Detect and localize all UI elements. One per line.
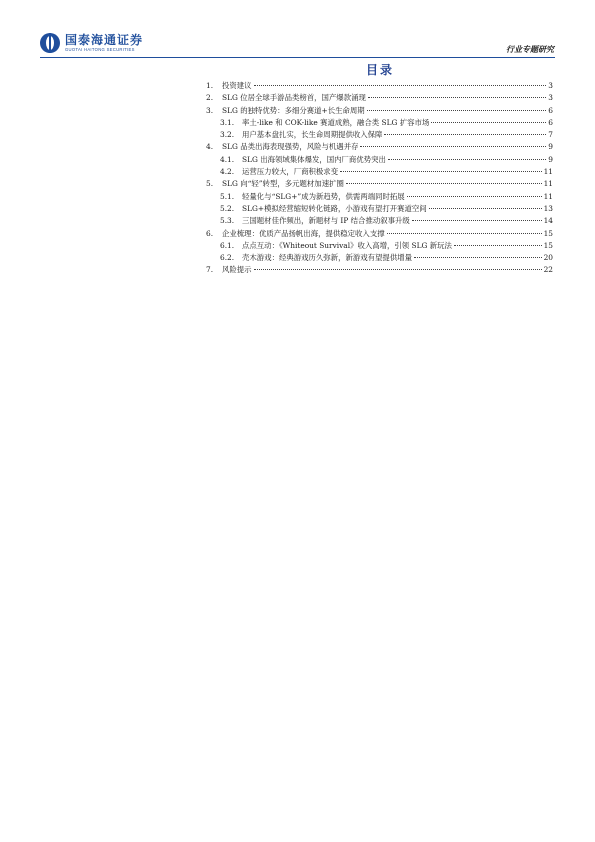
- toc-entry[interactable]: [203, 191, 553, 203]
- toc-entry-title: SLG 的独特优势：多细分赛道+长生命周期: [222, 105, 365, 115]
- toc-entry-number: 2.: [206, 93, 214, 103]
- toc-entry-number: 3.: [206, 105, 214, 115]
- toc-entry-title: SLG 向“轻”转型，多元题材加速扩圈: [222, 179, 344, 189]
- toc-entry-title: 轻量化与“SLG+”成为新趋势，供需两端同时拓展: [242, 191, 405, 201]
- toc-dot-leader: [367, 110, 547, 111]
- toc-entry-title: SLG 位居全球手游品类榜首，国产爆款涌现: [222, 93, 366, 103]
- toc-entry-page: 6: [548, 117, 553, 127]
- document-type-label: 行业专题研究: [506, 44, 554, 54]
- toc-entry-title: SLG 品类出海表现强势，风险与机遇并存: [222, 142, 359, 152]
- toc-entry-title: 企业梳理：优质产品扬帆出海，提供稳定收入支撑: [222, 228, 385, 238]
- toc-title: 目录: [365, 63, 394, 77]
- toc-entry-number: 5.2.: [220, 203, 235, 213]
- toc-entry[interactable]: [203, 240, 553, 252]
- toc-entry[interactable]: [203, 154, 553, 166]
- toc-entry[interactable]: [203, 178, 553, 190]
- toc-entry-number: 5.3.: [220, 216, 235, 226]
- toc-dot-leader: [254, 85, 547, 86]
- toc-dot-leader: [414, 257, 542, 258]
- toc-entry-page: 7: [548, 130, 553, 140]
- table-of-contents: [203, 80, 553, 277]
- logo-chinese-name: 国泰海通证券: [65, 33, 144, 47]
- toc-entry-number: 5.1.: [220, 191, 235, 201]
- toc-entry-title: 用户基本盘扎实，长生命周期提供收入保障: [242, 130, 383, 140]
- header-divider: [40, 57, 555, 58]
- logo-mark-icon: [40, 33, 60, 53]
- toc-entry[interactable]: [203, 92, 553, 104]
- toc-entry-number: 3.2.: [220, 130, 235, 140]
- toc-entry-number: 7.: [206, 265, 214, 275]
- toc-dot-leader: [429, 208, 542, 209]
- toc-dot-leader: [407, 196, 542, 197]
- toc-entry[interactable]: [203, 252, 553, 264]
- toc-dot-leader: [360, 146, 546, 147]
- toc-entry[interactable]: [203, 105, 553, 117]
- toc-entry[interactable]: [203, 228, 553, 240]
- toc-entry-page: 11: [543, 179, 553, 189]
- toc-entry-page: 6: [548, 105, 553, 115]
- toc-entry-title: 点点互动：《Whiteout Survival》收入高增，引领 SLG 新玩法: [242, 240, 452, 250]
- toc-entry-number: 6.2.: [220, 253, 235, 263]
- toc-entry-title: SLG 出海领域集体爆发，国内厂商优势突出: [242, 154, 386, 164]
- toc-entry-page: 22: [543, 265, 553, 275]
- toc-entry-page: 15: [543, 240, 553, 250]
- toc-entry-title: 率土-like 和 COK-like 赛道成熟，融合类 SLG 扩容市场: [242, 117, 430, 127]
- toc-entry-title: 运营压力较大，厂商积极求变: [242, 167, 339, 177]
- toc-entry[interactable]: [203, 80, 553, 92]
- toc-entry-page: 13: [543, 203, 553, 213]
- toc-entry[interactable]: [203, 129, 553, 141]
- toc-entry-title: 壳木游戏：经典游戏历久弥新，新游戏有望提供增量: [242, 253, 412, 263]
- toc-entry-title: 风险提示: [222, 265, 252, 275]
- toc-entry-number: 6.1.: [220, 240, 235, 250]
- toc-entry-page: 3: [548, 93, 553, 103]
- toc-entry-page: 15: [543, 228, 553, 238]
- toc-entry[interactable]: [203, 166, 553, 178]
- toc-entry-page: 11: [543, 191, 553, 201]
- toc-dot-leader: [431, 122, 546, 123]
- toc-dot-leader: [368, 97, 546, 98]
- toc-entry[interactable]: [203, 117, 553, 129]
- toc-entry-title: SLG+模拟经营缩短转化链路，小游戏有望打开赛道空间: [242, 203, 427, 213]
- toc-dot-leader: [384, 134, 546, 135]
- page-header: [0, 0, 595, 62]
- logo-english-name: GUOTAI HAITONG SECURITIES: [65, 47, 135, 52]
- toc-dot-leader: [346, 183, 542, 184]
- toc-entry-number: 6.: [206, 228, 214, 238]
- toc-entry-title: 投资建议: [222, 81, 252, 90]
- toc-entry-page: 11: [543, 167, 553, 177]
- toc-entry-page: 3: [548, 81, 553, 90]
- company-logo: [40, 33, 143, 53]
- toc-entry-page: 9: [548, 154, 553, 164]
- toc-dot-leader: [340, 171, 542, 172]
- toc-entry[interactable]: [203, 215, 553, 227]
- toc-dot-leader: [387, 233, 542, 234]
- toc-entry-page: 14: [543, 216, 553, 226]
- toc-entry-number: 4.: [206, 142, 214, 152]
- toc-entry-number: 4.1.: [220, 154, 235, 164]
- toc-entry[interactable]: [203, 264, 553, 276]
- toc-entry-number: 4.2.: [220, 167, 235, 177]
- toc-entry-number: 5.: [206, 179, 214, 189]
- toc-entry-number: 1.: [206, 81, 214, 90]
- toc-dot-leader: [454, 245, 542, 246]
- toc-entry-title: 三国题材佳作频出，新题材与 IP 结合推动叙事升级: [242, 216, 410, 226]
- toc-dot-leader: [254, 269, 542, 270]
- toc-entry[interactable]: [203, 141, 553, 153]
- toc-entry[interactable]: [203, 203, 553, 215]
- toc-dot-leader: [388, 159, 546, 160]
- toc-entry-page: 20: [543, 253, 553, 263]
- toc-entry-number: 3.1.: [220, 117, 235, 127]
- toc-dot-leader: [412, 220, 542, 221]
- toc-entry-page: 9: [548, 142, 553, 152]
